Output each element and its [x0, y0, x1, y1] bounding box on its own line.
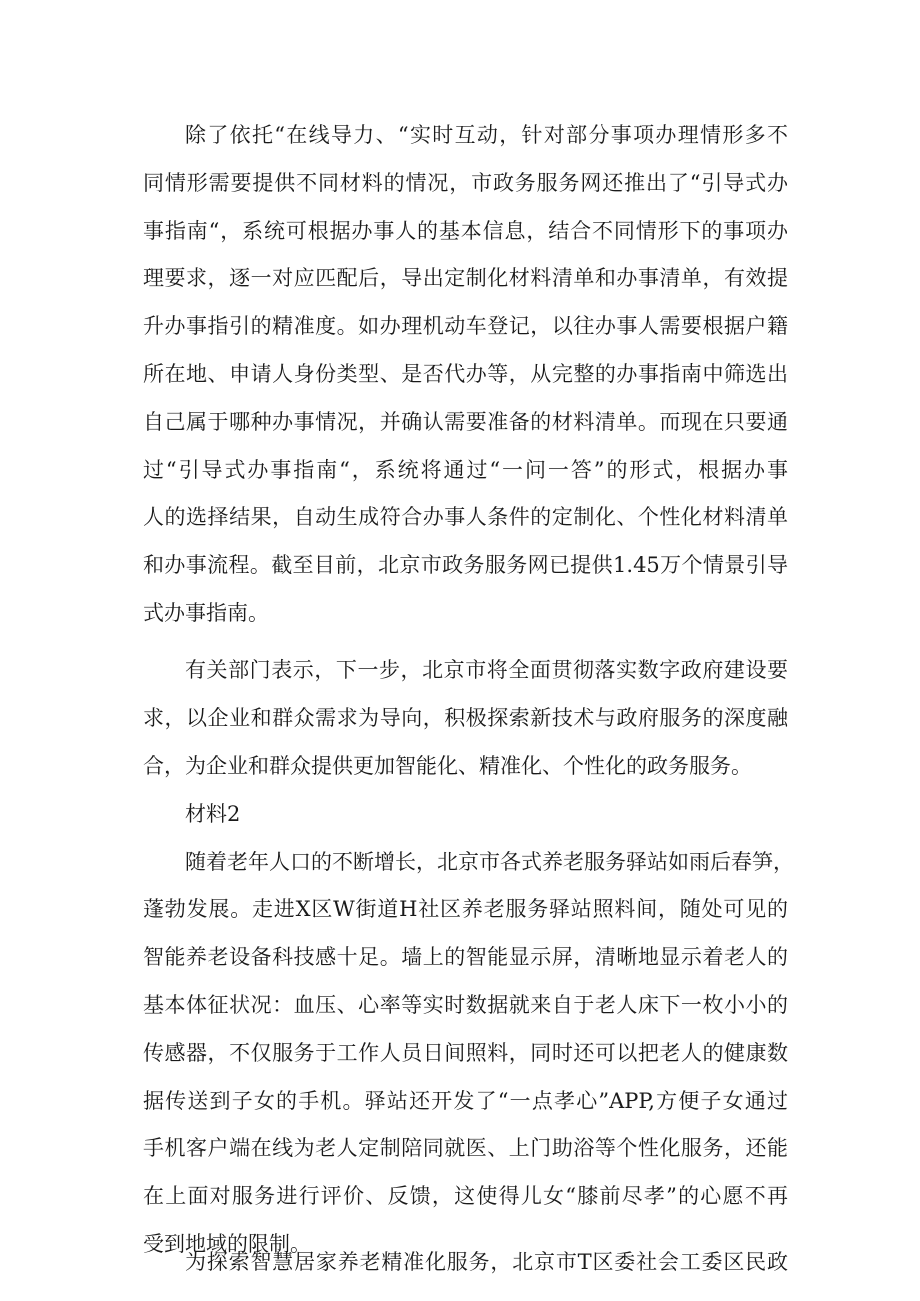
paragraph-1-line-8: 过“引导式办事指南“，系统将通过“一问一答”的形式，根据办事 [143, 458, 788, 482]
paragraph-2-line-2: 求，以企业和群众需求为导向，积极探索新技术与政府服务的深度融 [143, 706, 788, 730]
paragraph-2-line-3: 合，为企业和群众提供更加智能化、精准化、个性化的政务服务。 [143, 754, 752, 778]
paragraph-1-line-2: 同情形需要提供不同材料的情况，市政务服务网还推出了“引导式办 [143, 171, 788, 195]
paragraph-3-line-7: 手机客户端在线为老人定制陪同就医、上门助浴等个性化服务，还能 [143, 1136, 788, 1160]
paragraph-4-line-1: 为探索智慧居家养老精准化服务，北京市T区委社会工委区民政 [185, 1250, 788, 1274]
paragraph-3-line-2: 蓬勃发展。走进X区W街道H社区养老服务驿站照料间，随处可见的 [143, 897, 788, 921]
paragraph-1-line-1: 除了依托“在线导力、“实时互动，针对部分事项办理情形多不 [185, 123, 788, 147]
paragraph-3-line-9: 受到地域的限制。 [143, 1232, 311, 1256]
paragraph-1-line-7: 自己属于哪种办事情况，并确认需要准备的材料清单。而现在只要通 [143, 410, 788, 434]
paragraph-3-line-8: 在上面对服务进行评价、反馈，这使得儿女“膝前尽孝”的心愿不再 [143, 1184, 788, 1208]
paragraph-3-line-1: 随着老年人口的不断增长，北京市各式养老服务驿站如雨后春笋， [185, 850, 794, 874]
paragraph-1-line-11: 式办事指南。 [143, 601, 269, 625]
section-heading: 材料2 [185, 802, 241, 826]
paragraph-2-line-1: 有关部门表示，下一步，北京市将全面贯彻落实数字政府建设要 [185, 658, 788, 682]
paragraph-1-line-9: 人的选择结果，自动生成符合办事人条件的定制化、个性化材料清单 [143, 505, 788, 529]
paragraph-1-line-4: 理要求，逐一对应匹配后，导出定制化材料清单和办事清单，有效提 [143, 266, 788, 290]
paragraph-1-line-10: 和办事流程。截至目前，北京市政务服务网已提供1.45万个情景引导 [143, 553, 788, 577]
paragraph-3-line-3: 智能养老设备科技感十足。墙上的智能显示屏，清晰地显示着老人的 [143, 945, 788, 969]
paragraph-3-line-5: 传感器，不仅服务于工作人员日间照料，同时还可以把老人的健康数 [143, 1041, 788, 1065]
paragraph-1-line-3: 事指南“，系统可根据办事人的基本信息，结合不同情形下的事项办 [143, 219, 788, 243]
paragraph-1-line-5: 升办事指引的精准度。如办理机动车登记，以往办事人需要根据户籍 [143, 314, 788, 338]
paragraph-3-line-4: 基本体征状况：血压、心率等实时数据就来自于老人床下一枚小小的 [143, 993, 788, 1017]
paragraph-3-line-6: 据传送到子女的手机。驿站还开发了“一点孝心”APP,方便子女通过 [143, 1089, 788, 1113]
paragraph-1-line-6: 所在地、申请人身份类型、是否代办等，从完整的办事指南中筛选出 [143, 362, 788, 386]
